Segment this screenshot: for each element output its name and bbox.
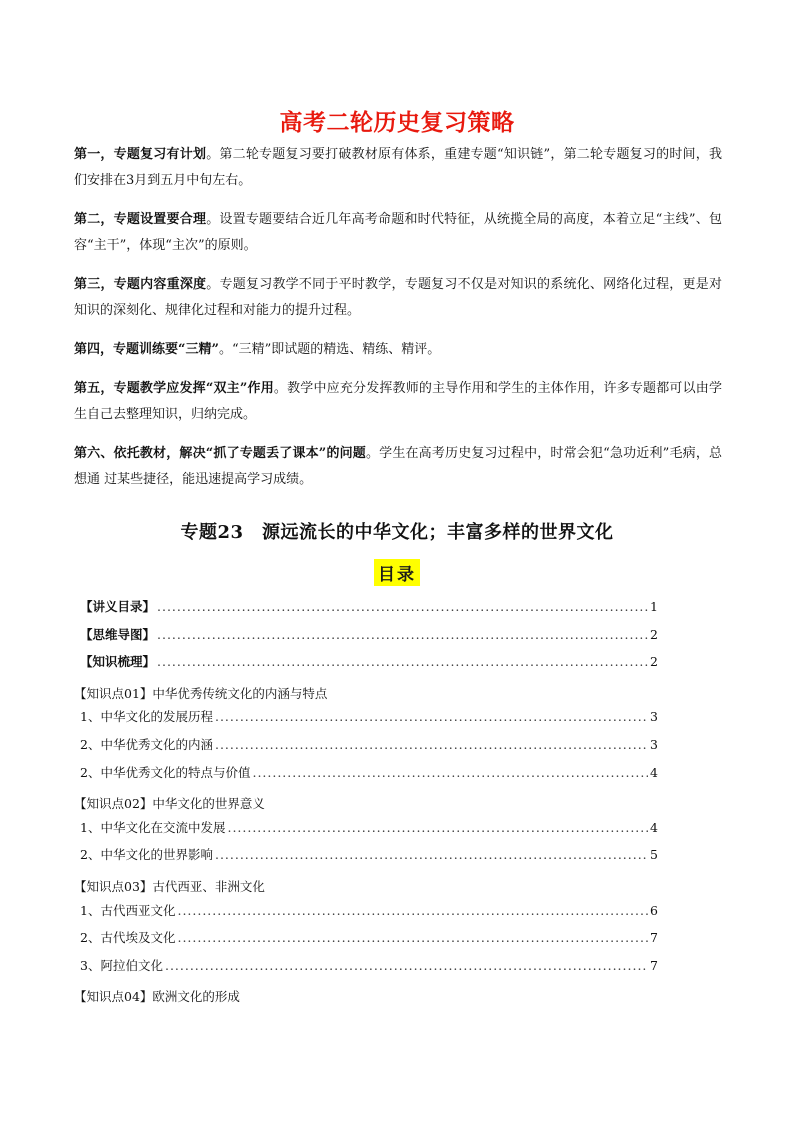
- toc-entry[interactable]: [74, 597, 658, 625]
- toc-entry-label: 2、中华优秀文化的内涵: [80, 736, 213, 752]
- strategy-text: 。学生在高考历史复习过程中，时常会犯“急功近利”毛病，总想通 过某些捷径，能迅速提高学习成绩。: [74, 446, 722, 487]
- toc-leader-dots: [227, 820, 648, 835]
- toc-page-number: 2: [650, 654, 658, 670]
- topic-title: 专题23 源远流长的中华文化；丰富多样的世界文化: [180, 522, 614, 543]
- toc-entry-label: 2、中华优秀文化的特点与价值: [80, 764, 251, 780]
- strategy-text: 。设置专题要结合近几年高考命题和时代特征，从统揽全局的高度，本着立足“主线”、包容“主干”，体现“主次”的原则。: [74, 212, 722, 253]
- strategy-paragraph: [74, 207, 722, 259]
- toc-entry-label: 2、中华文化的世界影响: [80, 847, 213, 863]
- toc-heading-wrapper: [0, 559, 794, 586]
- toc-leader-dots: [215, 737, 648, 752]
- toc-entry-label: 【讲义目录】: [80, 599, 156, 614]
- toc-page-number: 1: [650, 599, 658, 614]
- strategy-lead: 第三，专题内容重深度: [74, 277, 207, 292]
- strategy-lead: 第四，专题训练要“三精”: [74, 342, 219, 357]
- toc-leader-dots: [165, 958, 648, 973]
- toc-entry-label: 3、阿拉伯文化: [80, 957, 163, 973]
- strategy-paragraph: [74, 272, 722, 324]
- toc-entry[interactable]: [74, 928, 658, 956]
- toc-entry[interactable]: [74, 707, 658, 735]
- toc-entry[interactable]: [74, 901, 658, 929]
- toc-entry-label: 1、中华文化的发展历程: [80, 709, 213, 725]
- toc-page-number: 7: [650, 930, 658, 946]
- toc-entry-label: 【思维导图】: [80, 626, 156, 642]
- table-of-contents: [74, 597, 658, 1011]
- strategy-lead: 第五，专题教学应发挥“双主”作用: [74, 381, 274, 396]
- toc-page-number: 2: [650, 626, 658, 642]
- toc-heading: 目录: [374, 559, 420, 586]
- toc-entry-label: 2、古代埃及文化: [80, 930, 176, 946]
- toc-entry[interactable]: [74, 735, 658, 763]
- strategy-lead: 第六、依托教材，解决“抓了专题丢了课本”的问题: [74, 446, 366, 461]
- toc-section-heading[interactable]: 【知识点03】古代西亚、非洲文化: [74, 878, 265, 894]
- toc-page-number: 4: [650, 764, 658, 780]
- strategy-paragraph: [74, 376, 722, 428]
- toc-page-number: 6: [650, 902, 658, 918]
- toc-leader-dots: [215, 709, 648, 724]
- toc-entry[interactable]: [74, 652, 658, 680]
- strategy-text: 。教学中应充分发挥教师的主导作用和学生的主体作用，许多专题都可以由学生自己去整理知识，归纳完成。: [74, 381, 722, 422]
- toc-leader-dots: [177, 930, 648, 945]
- strategy-text: 。第二轮专题复习要打破教材原有体系，重建专题“知识链”，第二轮专题复习的时间，我们安排在3月到五月中旬左右。: [74, 147, 722, 188]
- strategy-lead: 第二，专题设置要合理: [74, 212, 207, 227]
- toc-leader-dots: [215, 847, 648, 862]
- main-title: 高考二轮历史复习策略: [279, 110, 515, 136]
- strategy-paragraph: [74, 441, 722, 493]
- toc-entry-label: 1、古代西亚文化: [80, 902, 176, 918]
- toc-section-heading[interactable]: 【知识点01】中华优秀传统文化的内涵与特点: [74, 685, 328, 701]
- toc-section-heading[interactable]: 【知识点04】欧洲文化的形成: [74, 989, 240, 1005]
- toc-entry-label: 【知识梳理】: [80, 654, 156, 670]
- strategy-paragraph: [74, 337, 722, 363]
- toc-section-heading[interactable]: 【知识点02】中华文化的世界意义: [74, 796, 265, 812]
- toc-leader-dots: [157, 599, 648, 614]
- strategy-paragraph: [74, 142, 722, 194]
- strategy-lead: 第一，专题复习有计划: [74, 147, 207, 162]
- toc-leader-dots: [157, 654, 648, 669]
- toc-entry[interactable]: [74, 818, 658, 846]
- toc-entry[interactable]: [74, 763, 658, 791]
- toc-page-number: 5: [650, 847, 658, 863]
- toc-entry[interactable]: [74, 956, 658, 984]
- toc-leader-dots: [177, 903, 648, 918]
- strategy-text: 。“三精”即试题的精选、精练、精评。: [218, 342, 441, 357]
- toc-entry[interactable]: [74, 625, 658, 653]
- toc-entry[interactable]: [74, 845, 658, 873]
- toc-page-number: 3: [650, 736, 658, 752]
- toc-leader-dots: [252, 765, 648, 780]
- strategy-list: [74, 142, 722, 506]
- toc-leader-dots: [157, 627, 648, 642]
- toc-page-number: 3: [650, 709, 658, 725]
- toc-page-number: 4: [650, 819, 658, 835]
- toc-page-number: 7: [650, 957, 658, 973]
- strategy-text: 。专题复习教学不同于平时教学，专题复习不仅是对知识的系统化、网络化过程，更是对知识的深刻化、规律化过程和对能力的提升过程。: [74, 277, 722, 318]
- toc-entry-label: 1、中华文化在交流中发展: [80, 819, 226, 835]
